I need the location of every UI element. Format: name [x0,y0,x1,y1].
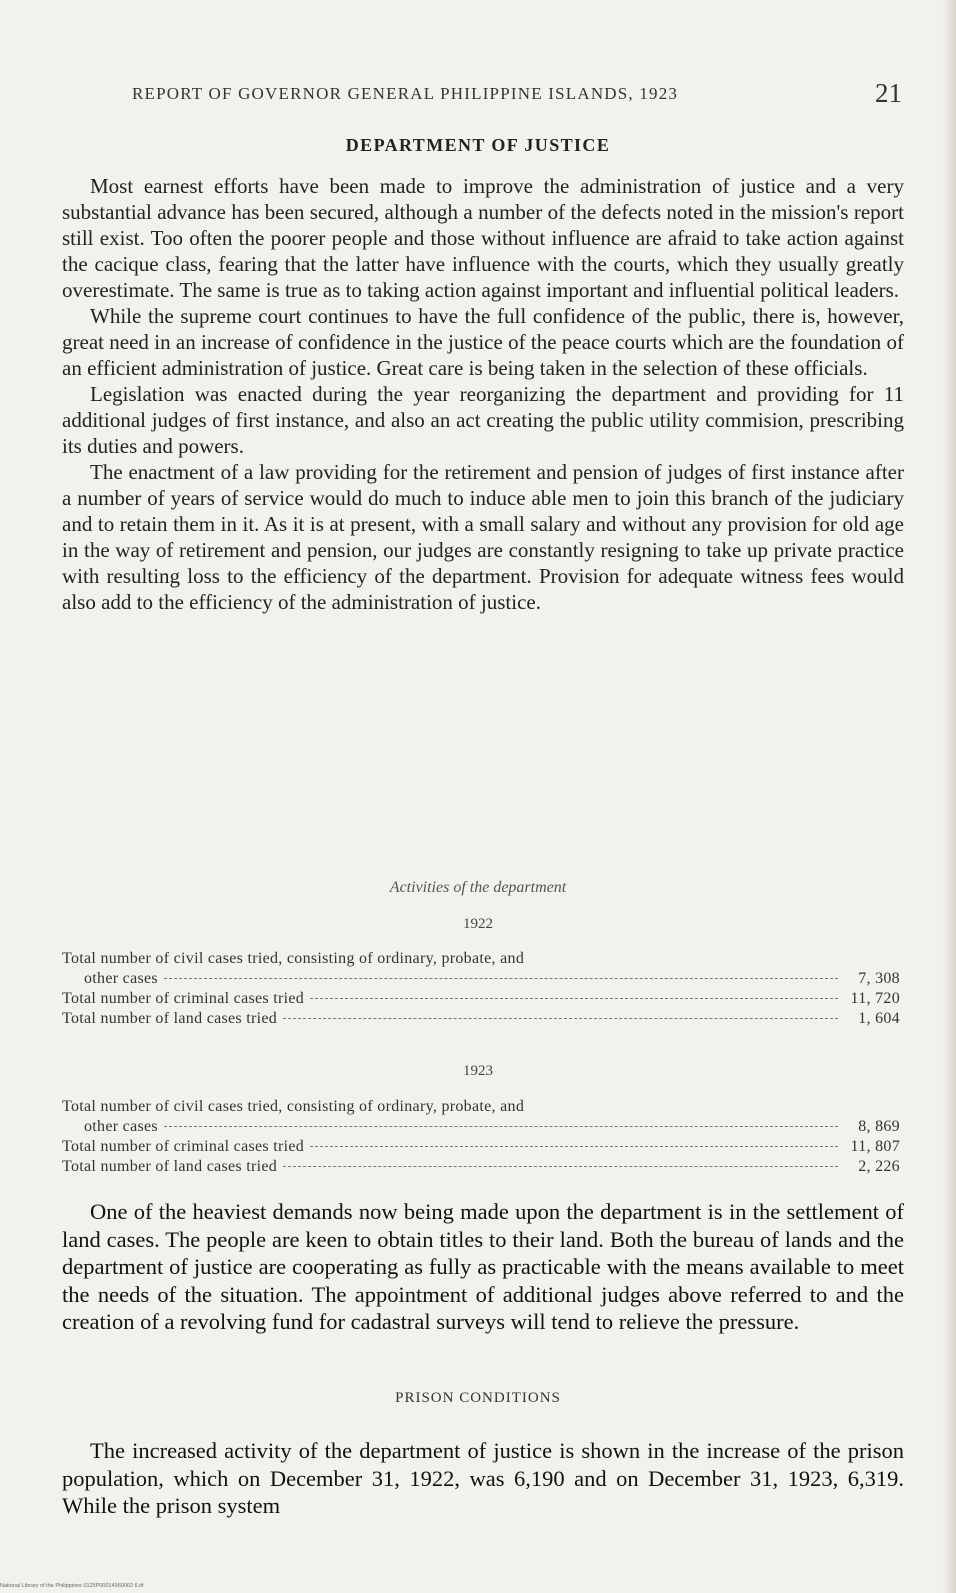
stat-label: other cases [84,1118,158,1135]
prison-body [62,1437,904,1520]
stat-value: 8, 869 [858,1118,900,1135]
stat-label: Total number of civil cases tried, consisting of ordinary, probate, and [62,950,525,967]
page-number: 21 [875,78,902,108]
stats-table-1923 [62,1098,900,1178]
page-edge-shadow [942,0,956,1593]
dot-leader [283,1018,838,1019]
stat-label: Total number of civil cases tried, consisting of ordinary, probate, and [62,1098,525,1115]
stat-label: Total number of criminal cases tried [62,990,305,1007]
running-title: REPORT OF GOVERNOR GENERAL PHILIPPINE ISLANDS, 1923 [132,84,679,103]
stat-value: 1, 604 [858,1010,900,1027]
dot-leader [283,1166,838,1167]
stat-row-land [62,1010,900,1030]
stat-row-civil-line1 [62,950,900,970]
paragraph-land-cases: One of the heaviest demands now being made upon the department is in the settlement of land cases. The people are keen to obtain titles to their land. Both the bureau of lands and the department of justice are cooperating as fully as practicable with the means available to meet the needs of the situation. The appointment of additional judges above referred to and the creation of a revolving fund for cadastral surveys will tend to relieve the pressure. [62,1199,904,1334]
dot-leader [164,978,838,979]
stats-table-1922 [62,950,900,1030]
stat-value: 11, 720 [850,990,900,1007]
scan-footer: National Library of the Philippines 0125P00014960002 6.tif [0,1583,144,1589]
paragraph-pension: The enactment of a law providing for the retirement and pension of judges of first instance after a number of years of service would do much to induce able men to join this branch of the judiciary and to retain them in it. As it is at present, with a small salary and without any provision for old age in the way of retirement and pension, our judges are constantly resigning to take up private practice with resulting loss to the efficiency of the department. Provision for adequate witness fees would also add to the efficiency of the administration of justice. [62,460,904,614]
justice-body [62,173,904,615]
stat-value: 11, 807 [850,1138,900,1155]
stat-row-civil [62,970,900,990]
dot-leader [310,1146,838,1147]
stat-label: Total number of criminal cases tried [62,1138,305,1155]
stat-row-civil-line1 [62,1098,900,1118]
year-label-1923: 1923 [463,1063,493,1079]
year-label-1922: 1922 [463,916,493,932]
dot-leader [310,998,838,999]
paragraph-administration: Most earnest efforts have been made to improve the administration of justice and a very substantial advance has been secured, although a number of the defects noted in the mission's report still exist. Too often the poorer people and those without influence are afraid to take action against the cacique class, fearing that the latter have influence with the courts, which they usually greatly overestimate. The same is true as to taking action against important and influential political leaders. [62,174,904,302]
prison-section-title: PRISON CONDITIONS [395,1390,561,1406]
paragraph-legislation: Legislation was enacted during the year reorganizing the department and providing for 11 additional judges of first instance, and also an act creating the public utility commision, prescribing its duties and powers. [62,382,904,458]
stat-row-criminal [62,990,900,1010]
activities-caption: Activities of the department [389,879,567,896]
stat-label: Total number of land cases tried [62,1158,278,1175]
stat-value: 7, 308 [858,970,900,987]
section-title: DEPARTMENT OF JUSTICE [345,135,611,155]
paragraph-prison: The increased activity of the department of justice is shown in the increase of the prison population, which on December 31, 1922, was 6,190 and on December 31, 1923, 6,319. While the prison system [62,1438,904,1518]
stat-row-criminal [62,1138,900,1158]
paragraph-supreme-court: While the supreme court continues to have the full confidence of the public, there is, however, great need in an increase of confidence in the justice of the peace courts which are the foundation of an efficient administration of justice. Great care is being taken in the selection of these officials. [62,304,904,380]
stat-label: other cases [84,970,158,987]
stat-label: Total number of land cases tried [62,1010,278,1027]
stat-value: 2, 226 [858,1158,900,1175]
dot-leader [164,1126,838,1127]
land-cases-body [62,1198,904,1336]
stat-row-civil [62,1118,900,1138]
running-header [132,78,902,108]
stat-row-land [62,1158,900,1178]
